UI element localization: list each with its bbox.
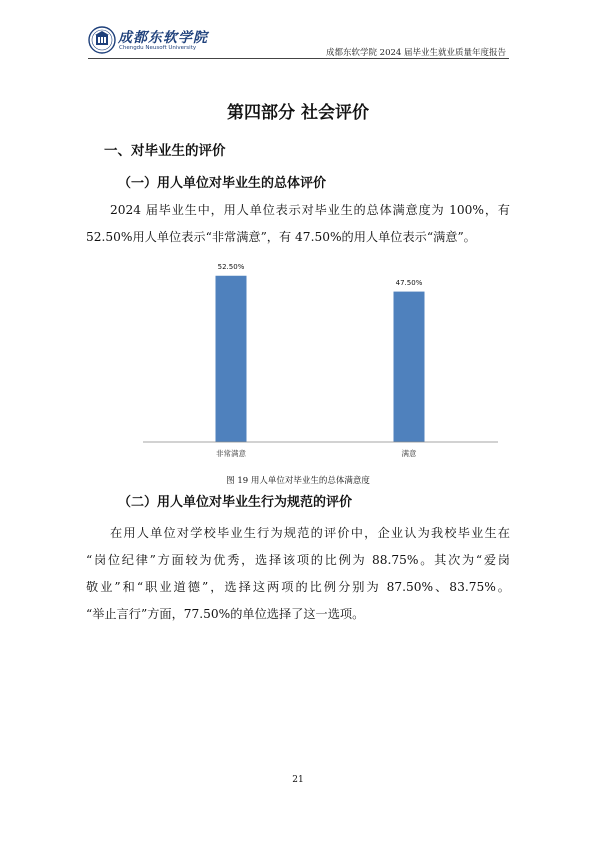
section-title: 一、对毕业生的评价	[104, 143, 226, 159]
subsection-title-behavior-evaluation: （二）用人单位对毕业生行为规范的评价	[118, 495, 353, 510]
paragraph-line: 敬业”和“职业道德”，选择这两项的比例分别为 87.50%、83.75%。	[86, 580, 510, 594]
paragraph-overall-evaluation	[86, 197, 510, 251]
paragraph-line: 52.50%用人单位表示“非常满意”，有 47.50%的用人单位表示“满意”。	[86, 230, 476, 244]
category-label: 非常满意	[216, 449, 246, 458]
subsection-title-overall-evaluation: （一）用人单位对毕业生的总体评价	[118, 176, 327, 191]
chart-caption: 图 19 用人单位对毕业生的总体满意度	[226, 476, 370, 486]
bar-1	[216, 276, 247, 442]
paragraph-line: 2024 届毕业生中，用人单位表示对毕业生的总体满意度为 100%，有	[110, 203, 510, 217]
paragraph-behavior-evaluation	[86, 520, 510, 628]
bar-2	[394, 292, 425, 442]
university-logo	[88, 26, 238, 56]
header-report-title: 成都东软学院 2024 届毕业生就业质量年度报告	[325, 48, 506, 58]
logo-english-name: Chengdu Neusoft University	[119, 45, 197, 51]
chart-canvas	[143, 252, 498, 452]
paragraph-line: 在用人单位对学校毕业生行为规范的评价中，企业认为我校毕业生在	[110, 526, 510, 540]
paragraph-line: “岗位纪律”方面较为优秀，选择该项的比例为 88.75%。其次为“爱岗	[86, 553, 510, 567]
bar-data-label: 52.50%	[217, 262, 245, 271]
category-label: 满意	[401, 449, 417, 458]
header-divider	[88, 58, 509, 59]
logo-name: 成都东软学院	[118, 30, 208, 46]
paragraph-line: “举止言行”方面，77.50%的单位选择了这一选项。	[86, 607, 365, 621]
page-number: 21	[292, 775, 304, 785]
part-title: 第四部分 社会评价	[227, 103, 369, 123]
bar-data-label: 47.50%	[395, 278, 423, 287]
satisfaction-bar-chart	[143, 252, 498, 472]
university-emblem-icon	[88, 26, 116, 54]
